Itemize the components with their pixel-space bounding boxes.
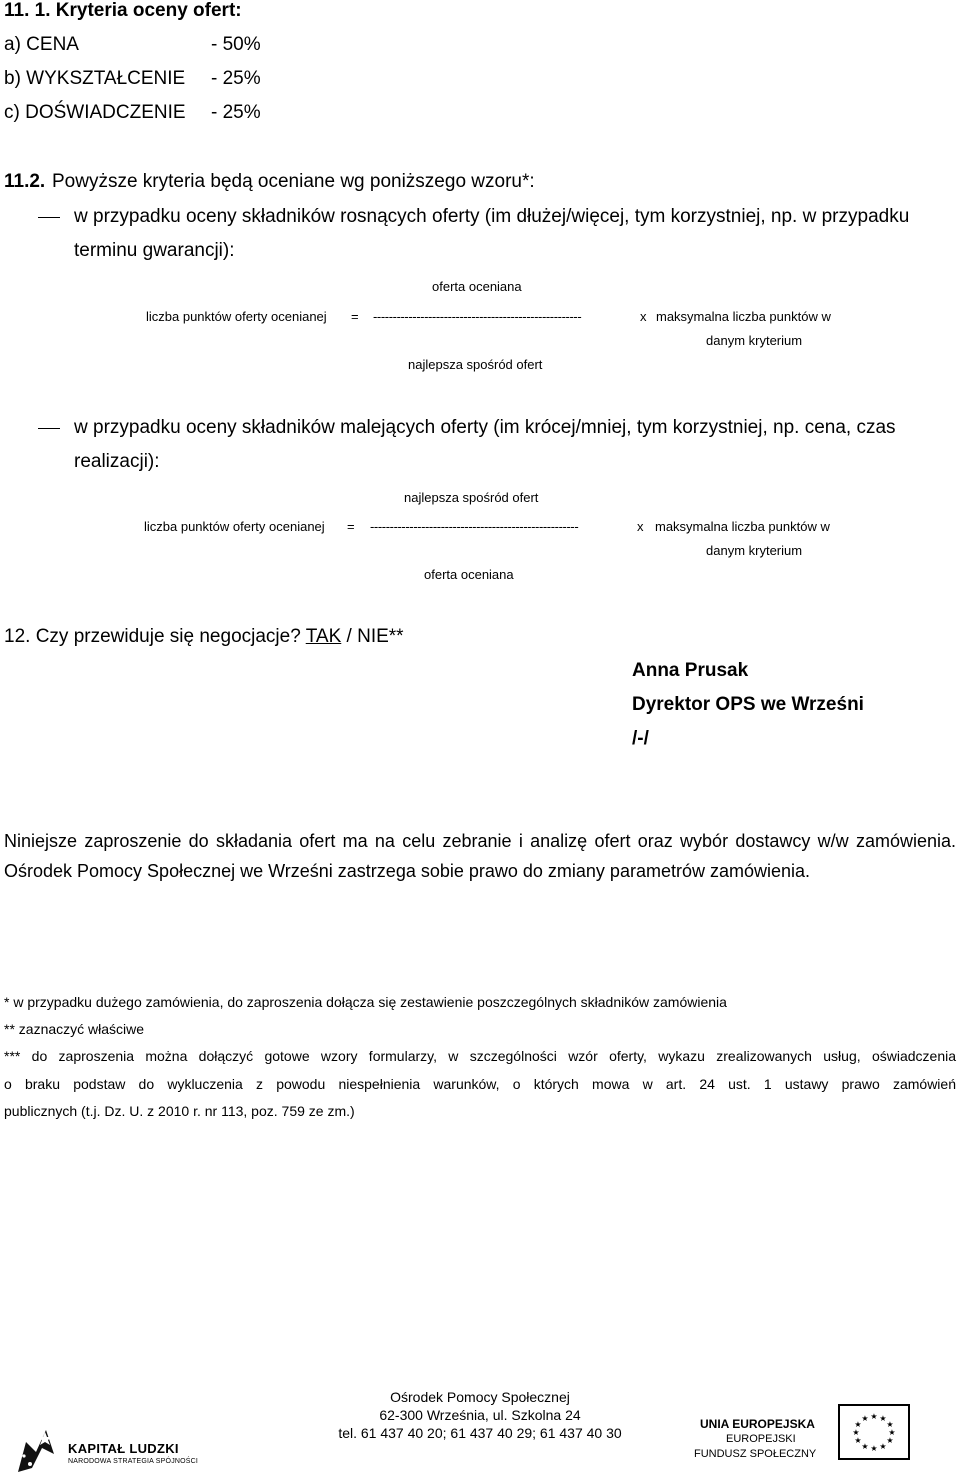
svg-text:★: ★ — [870, 1444, 878, 1453]
eu-flag-icon — [838, 1404, 910, 1460]
svg-text:★: ★ — [886, 1436, 894, 1445]
svg-text:★: ★ — [888, 1428, 896, 1437]
eu-logo-line2: EUROPEJSKI — [726, 1433, 796, 1445]
criteria-item-price-weight: - 50% — [211, 34, 261, 55]
footnote-3-line2: o braku podstaw do wykluczenia z powodu niespełnienia warunków, o których mowa w art. 24 ust. 1 ustawy prawo zamówień — [4, 1076, 956, 1092]
bullet-dash — [38, 428, 60, 429]
svg-text:★: ★ — [852, 1428, 860, 1437]
svg-text:★: ★ — [879, 1414, 887, 1423]
footnote-1: * w przypadku dużego zamówienia, do zaproszenia dołącza się zestawienie poszczególnych składników zamówienia — [4, 994, 727, 1010]
signature-mark: /-/ — [632, 728, 649, 749]
decreasing-denominator: oferta oceniana — [424, 567, 514, 582]
decreasing-numerator: najlepsza spośród ofert — [404, 490, 539, 505]
kapital-ludzki-logo-icon — [12, 1424, 60, 1474]
decreasing-fraction-line: ----------------------------------------------------- — [370, 519, 579, 534]
negotiation-line — [4, 626, 404, 648]
criteria-item-education-weight: - 25% — [211, 68, 261, 89]
increasing-denominator: najlepsza spośród ofert — [408, 357, 543, 372]
svg-text:★: ★ — [861, 1414, 869, 1423]
criteria-heading: 11. 1. Kryteria oceny ofert: — [4, 0, 242, 21]
svg-text:★: ★ — [870, 1412, 878, 1421]
svg-text:★: ★ — [879, 1442, 887, 1451]
eu-logo-line1: UNIA EUROPEJSKA — [700, 1417, 815, 1431]
svg-text:★: ★ — [854, 1420, 862, 1429]
increasing-lhs: liczba punktów oferty ocenianej — [146, 309, 327, 324]
decreasing-rhs-line2: danym kryterium — [706, 543, 803, 558]
footnote-3-line3: publicznych (t.j. Dz. U. z 2010 r. nr 113, poz. 759 ze zm.) — [4, 1103, 355, 1119]
increasing-fraction-line: ----------------------------------------------------- — [373, 309, 582, 324]
criteria-item-experience: c) DOŚWIADCZENIE — [4, 102, 186, 123]
notice-line2: Ośrodek Pomocy Społecznej we Wrześni zastrzega sobie prawo do zmiany parametrów zamówienia. — [4, 861, 811, 881]
increasing-numerator: oferta oceniana — [432, 279, 522, 294]
svg-text:★: ★ — [861, 1442, 869, 1451]
increasing-rhs-line2: danym kryterium — [706, 333, 803, 348]
eu-logo-line3: FUNDUSZ SPOŁECZNY — [694, 1448, 817, 1460]
increasing-rhs-line1: maksymalna liczba punktów w — [656, 309, 831, 324]
increasing-description-line1: w przypadku oceny składników rosnących oferty (im dłużej/więcej, tym korzystniej, np. w przypadku — [74, 206, 910, 227]
decreasing-lhs: liczba punktów oferty ocenianej — [144, 519, 325, 534]
decreasing-times: x — [637, 519, 644, 534]
formula-heading-number: 11.2. — [4, 171, 46, 192]
signature-title: Dyrektor OPS we Wrześni — [632, 694, 864, 715]
criteria-item-experience-weight: - 25% — [211, 102, 261, 123]
decreasing-equals: = — [347, 519, 355, 534]
footer-org: Ośrodek Pomocy Społecznej — [390, 1389, 570, 1405]
footnote-3-line1: *** do zaproszenia można dołączyć gotowe wzory formularzy, w szczególności wzór oferty, wykazu zrealizowanych usług, oświadczenia — [4, 1048, 956, 1064]
negotiation-no: NIE** — [357, 626, 404, 647]
signature-name: Anna Prusak — [632, 660, 749, 681]
criteria-item-education: b) WYKSZTAŁCENIE — [4, 68, 186, 89]
increasing-times: x — [640, 309, 647, 324]
decreasing-description-line1: w przypadku oceny składników malejących oferty (im krócej/mniej, tym korzystniej, np. cena, czas — [74, 417, 896, 438]
svg-text:★: ★ — [886, 1420, 894, 1429]
footnote-2: ** zaznaczyć właściwe — [4, 1021, 145, 1037]
footer-address: 62-300 Września, ul. Szkolna 24 — [379, 1407, 581, 1423]
criteria-item-price: a) CENA — [4, 34, 79, 55]
decreasing-rhs-line1: maksymalna liczba punktów w — [655, 519, 830, 534]
negotiation-yes: TAK — [305, 626, 342, 647]
negotiation-question: 12. Czy przewiduje się negocjacje? — [4, 626, 301, 647]
decreasing-description-line2: realizacji): — [74, 451, 160, 472]
footer-phone: tel. 61 437 40 20; 61 437 40 29; 61 437 40 30 — [338, 1425, 622, 1441]
increasing-description-line2: terminu gwarancji): — [74, 240, 235, 261]
formula-heading-text: Powyższe kryteria będą oceniane wg poniższego wzoru*: — [52, 171, 535, 192]
kapital-ludzki-subtitle: NARODOWA STRATEGIA SPÓJNOŚCI — [68, 1458, 199, 1465]
increasing-equals: = — [351, 309, 359, 324]
kapital-ludzki-title: KAPITAŁ LUDZKI — [68, 1441, 179, 1456]
bullet-dash — [38, 217, 60, 218]
svg-text:★: ★ — [854, 1436, 862, 1445]
negotiation-separator: / — [346, 626, 352, 647]
notice-line1: Niniejsze zaproszenie do składania ofert ma na celu zebranie i analizę ofert oraz wybór dostawcy w/w zamówienia. — [4, 831, 956, 851]
